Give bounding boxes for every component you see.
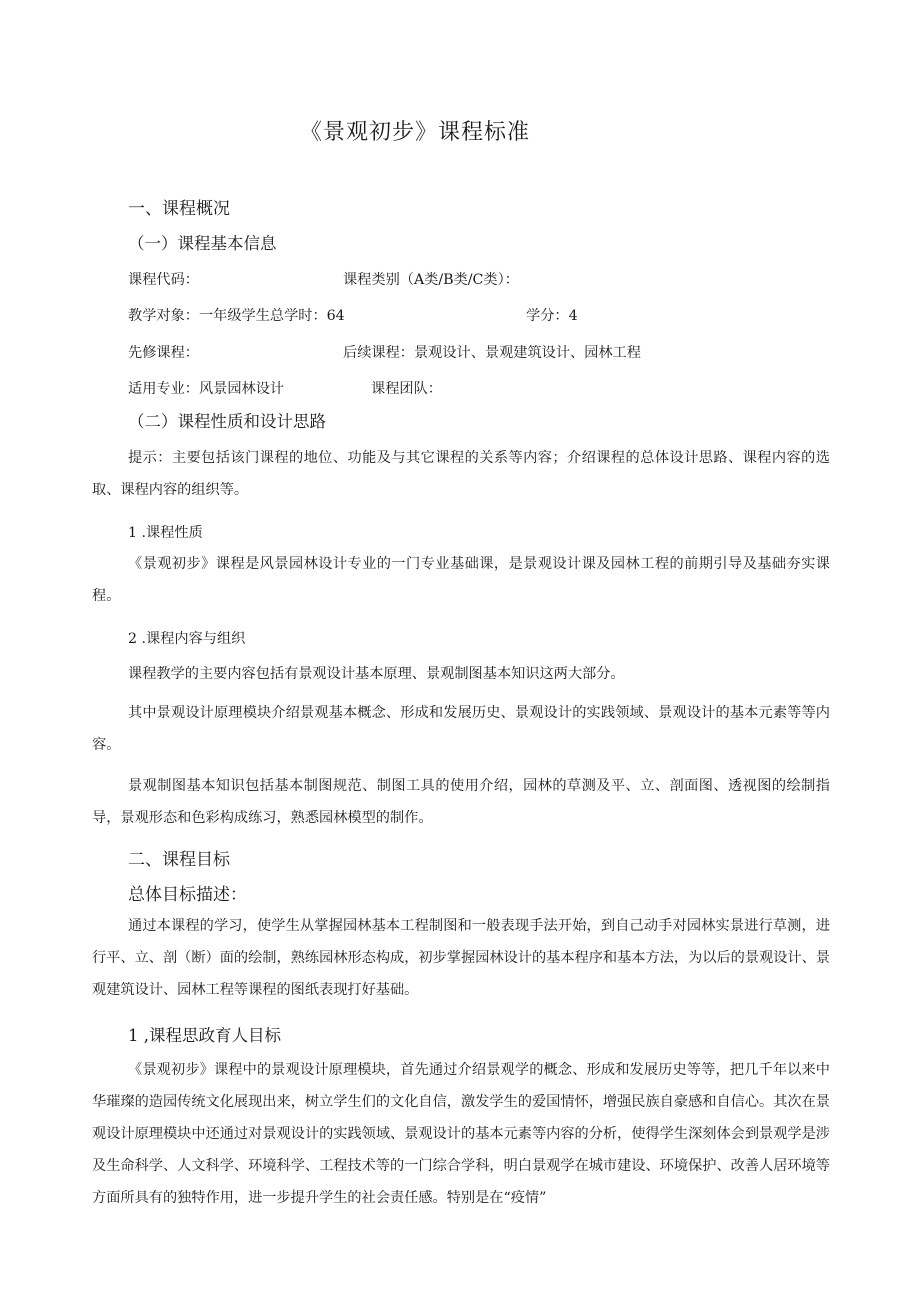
course-category-label: 课程类别（A类/B类/C类）： <box>343 272 519 288</box>
page-title: 《景观初步》课程标准 <box>300 120 531 145</box>
course-team-label: 课程团队： <box>371 381 442 397</box>
item-heading-content-organization: 2 .课程内容与组织 <box>128 631 246 647</box>
subsection-heading-nature-design: （二）课程性质和设计思路 <box>128 412 326 431</box>
subsection-heading-basic-info: （一）课程基本信息 <box>128 234 277 253</box>
credit-text: 学分：4 <box>526 308 578 324</box>
course-code-label: 课程代码： <box>128 272 199 288</box>
content-paragraph-3: 景观制图基本知识包括基本制图规范、制图工具的使用介绍，园林的草测及平、立、剖面图、透视图的绘制指导，景观形态和色彩构成练习，熟悉园林模型的制作。 <box>92 778 830 826</box>
ideological-goal-paragraph: 《景观初步》课程中的景观设计原理模块，首先通过介绍景观学的概念、形成和发展历史等等，把几千年以来中华璀璨的造园传统文化展现出来，树立学生们的文化自信，激发学生的爱国情怀，增强民族自豪感和自信心。其次在景观设计原理模块中还通过对景观设计的实践领域、景观设计的基本元素等内容的分析，使得学生深刻体会到景观学是涉及生命科学、人文科学、环境科学、工程技术等的一门综合学科，明白景观学在城市建设、环境保护、改善人居环境等方面所具有的独特作用，进一步提升学生的社会责任感。特别是在“疫情” <box>92 1062 830 1206</box>
prerequisite-label: 先修课程： <box>128 345 199 361</box>
followup-courses-text: 后续课程：景观设计、景观建筑设计、园林工程 <box>343 345 641 361</box>
audience-hours-text: 教学对象：一年级学生总学时：64 <box>128 308 345 324</box>
ideological-goal-heading: 1 ,课程思政育人目标 <box>128 1026 281 1045</box>
course-nature-paragraph: 《景观初步》课程是风景园林设计专业的一门专业基础课，是景观设计课及园林工程的前期引导及基础夯实课程。 <box>92 556 830 604</box>
section-heading-goals: 二、课程目标 <box>128 850 230 870</box>
overall-goal-paragraph: 通过本课程的学习，使学生从掌握园林基本工程制图和一般表现手法开始，到自己动手对园林实景进行草测，进行平、立、剖（断）面的绘制，熟练园林形态构成，初步掌握园林设计的基本程序和基本方法，为以后的景观设计、景观建筑设计、园林工程等课程的图纸表现打好基础。 <box>92 918 830 998</box>
applicable-major-text: 适用专业：风景园林设计 <box>128 381 285 397</box>
item-heading-course-nature: 1 .课程性质 <box>128 525 203 541</box>
content-paragraph-2: 其中景观设计原理模块介绍景观基本概念、形成和发展历史、景观设计的实践领域、景观设计的基本元素等等内容。 <box>92 705 830 753</box>
content-paragraph-1: 课程教学的主要内容包括有景观设计基本原理、景观制图基本知识这两大部分。 <box>128 666 625 682</box>
hint-paragraph: 提示：主要包括该门课程的地位、功能及与其它课程的关系等内容；介绍课程的总体设计思路、课程内容的选取、课程内容的组织等。 <box>92 450 830 498</box>
section-heading-overview: 一、课程概况 <box>128 199 230 219</box>
overall-goal-heading: 总体目标描述： <box>128 885 247 905</box>
